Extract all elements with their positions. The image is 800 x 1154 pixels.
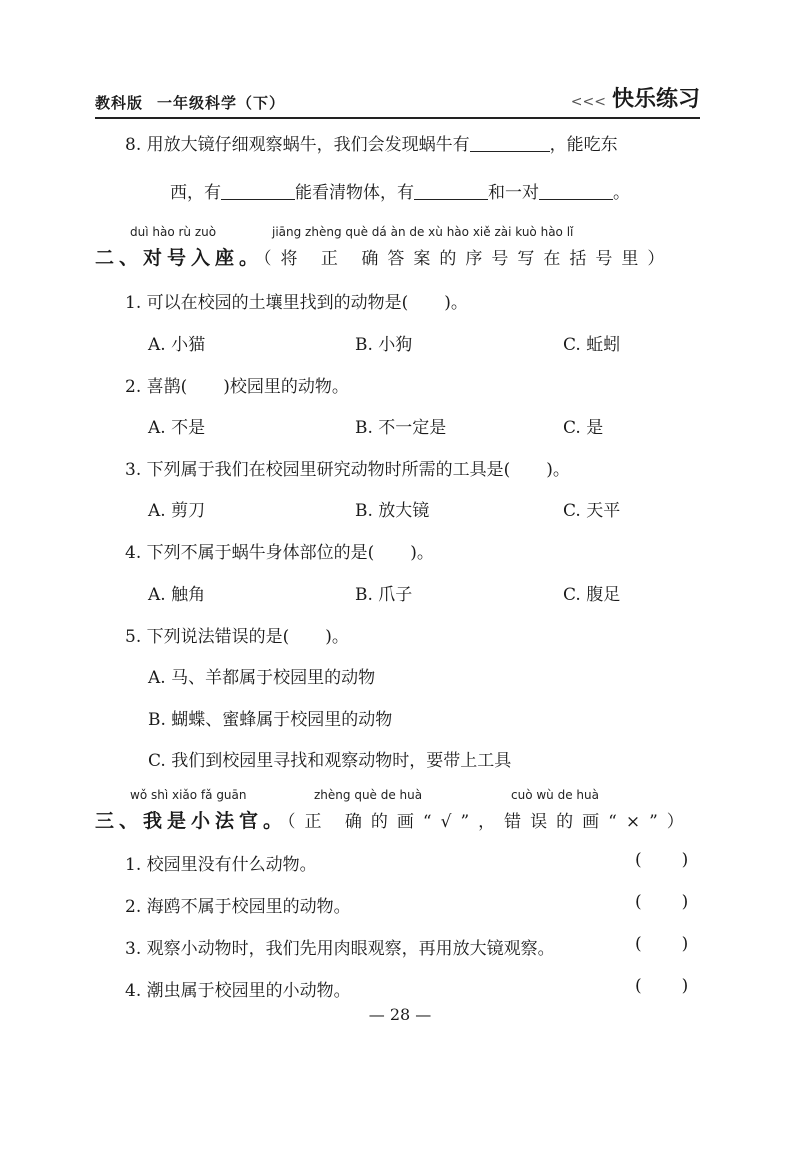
s2-q5-option-b: B. 蝴蝶、蜜蜂属于校园里的动物 xyxy=(148,710,393,730)
q8-text-a: 8. 用放大镜仔细观察蜗牛，我们会发现蜗牛有 xyxy=(125,135,470,155)
s2-q2-text: 2. 喜鹊( xyxy=(125,377,188,397)
q8-blank-3[interactable] xyxy=(414,184,488,200)
section3-title xyxy=(95,806,693,833)
header-divider xyxy=(95,117,700,119)
q8-text-d: 能看清物体，有 xyxy=(295,183,414,203)
paren-close: ) xyxy=(681,934,689,954)
q8-line2 xyxy=(170,178,630,203)
s2-q4-option-c: C. 腹足 xyxy=(563,585,621,605)
paren-close: ) xyxy=(681,976,689,996)
s2-q2-stem xyxy=(125,372,349,397)
s2-q1-option-c: C. 蚯蚓 xyxy=(563,335,621,355)
s2-q5-text: 5. 下列说法错误的是( xyxy=(125,627,290,647)
s2-q1-text-end: )。 xyxy=(444,293,468,313)
s3-item-2: 2. 海鸥不属于校园里的动物。 xyxy=(125,897,351,917)
s2-q5-option-a: A. 马、羊都属于校园里的动物 xyxy=(148,668,376,688)
s3-item-1: 1. 校园里没有什么动物。 xyxy=(125,855,317,875)
s2-q3-text: 3. 下列属于我们在校园里研究动物时所需的工具是( xyxy=(125,460,511,480)
header-brand xyxy=(571,82,700,113)
paren-open: ( xyxy=(635,976,642,996)
publisher-label: 教科版 xyxy=(95,94,144,112)
s2-q4-stem xyxy=(125,538,434,563)
s2-q5-stem xyxy=(125,622,349,647)
section3-heading: 三、我是小法官。 xyxy=(95,810,288,832)
course-label: 一年级科学（下） xyxy=(157,94,286,112)
section2-pinyin-note: jiāng zhèng què dá àn de xù hào xiě zài kuò hào lǐ xyxy=(272,225,574,239)
chevron-left-icon: <<< xyxy=(570,94,606,110)
s2-q1-stem xyxy=(125,288,468,313)
section3-instruction: （正 确的画“√”，错误的画“×”） xyxy=(287,812,693,832)
s2-q2-option-a: A. 不是 xyxy=(148,418,206,438)
q8-text-c: 西，有 xyxy=(170,183,221,203)
s3-item-4: 4. 潮虫属于校园里的小动物。 xyxy=(125,981,351,1001)
paren-open: ( xyxy=(635,892,642,912)
s3-item-3: 3. 观察小动物时，我们先用肉眼观察，再用放大镜观察。 xyxy=(125,939,555,959)
s3-item-2-answer-box[interactable] xyxy=(635,892,688,912)
s2-q1-text: 1. 可以在校园的土壤里找到的动物是( xyxy=(125,293,409,313)
s2-q5-text-end: )。 xyxy=(325,627,349,647)
q8-blank-4[interactable] xyxy=(539,184,613,200)
page-header xyxy=(95,82,700,114)
s3-item-4-answer-box[interactable] xyxy=(635,976,688,996)
section3-pinyin-wrong: cuò wù de huà xyxy=(511,788,599,802)
s2-q4-text: 4. 下列不属于蜗牛身体部位的是( xyxy=(125,543,375,563)
paren-open: ( xyxy=(635,934,642,954)
q8-blank-2[interactable] xyxy=(221,184,295,200)
s2-q1-option-b: B. 小狗 xyxy=(355,335,413,355)
s2-q4-option-b: B. 爪子 xyxy=(355,585,413,605)
q8-text-f: 。 xyxy=(613,183,630,203)
s2-q3-option-a: A. 剪刀 xyxy=(148,501,206,521)
s2-q4-text-end: )。 xyxy=(410,543,434,563)
s2-q3-option-b: B. 放大镜 xyxy=(355,501,430,521)
s2-q2-option-b: B. 不一定是 xyxy=(355,418,447,438)
s2-q1-option-a: A. 小猫 xyxy=(148,335,206,355)
q8-text-e: 和一对 xyxy=(488,183,539,203)
section3-pinyin-title: wǒ shì xiǎo fǎ guān xyxy=(130,788,247,802)
page-number: — 28 — xyxy=(368,1005,432,1024)
section2-heading: 二、对号入座。 xyxy=(95,247,264,269)
s2-q2-option-c: C. 是 xyxy=(563,418,604,438)
s2-q2-text-end: )校园里的动物。 xyxy=(223,377,349,397)
s2-q3-text-end: )。 xyxy=(546,460,570,480)
brand-title: 快乐练习 xyxy=(611,87,700,112)
paren-open: ( xyxy=(635,850,642,870)
s2-q5-option-c: C. 我们到校园里寻找和观察动物时，要带上工具 xyxy=(148,751,512,771)
section2-title xyxy=(95,243,673,270)
paren-close: ) xyxy=(681,850,689,870)
s2-q4-option-a: A. 触角 xyxy=(148,585,206,605)
section2-instruction: （将 正 确答案的序号写在括号里） xyxy=(263,249,674,269)
section2-pinyin-title: duì hào rù zuò xyxy=(130,225,217,239)
s3-item-3-answer-box[interactable] xyxy=(635,934,688,954)
header-book-info xyxy=(95,92,285,113)
s2-q3-stem xyxy=(125,455,570,480)
q8-text-b: ，能吃东 xyxy=(549,135,618,155)
q8-blank-1[interactable] xyxy=(470,136,550,152)
paren-close: ) xyxy=(681,892,689,912)
q8-line1 xyxy=(125,130,618,155)
s3-item-1-answer-box[interactable] xyxy=(635,850,688,870)
section3-pinyin-correct: zhèng què de huà xyxy=(314,788,423,802)
s2-q3-option-c: C. 天平 xyxy=(563,501,621,521)
